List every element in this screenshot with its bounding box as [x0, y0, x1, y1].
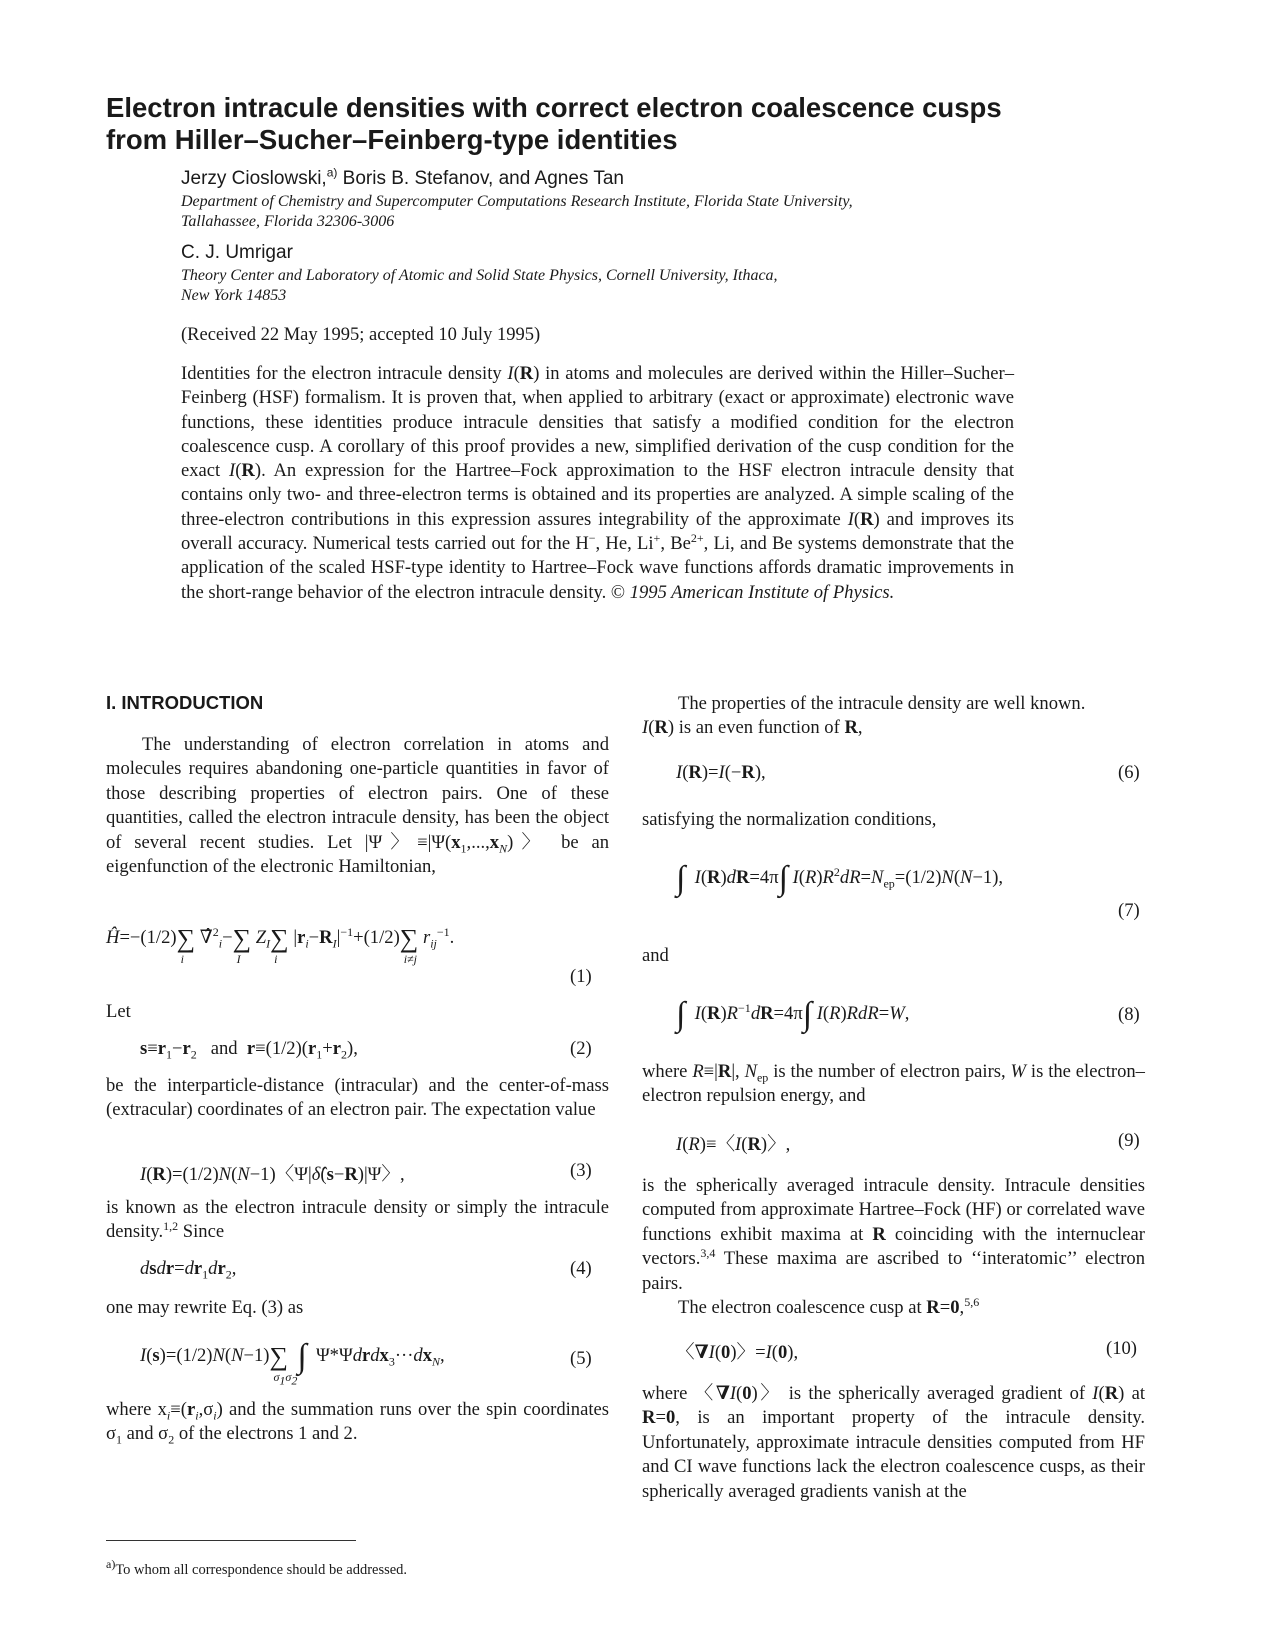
- intro-paragraph-1: The understanding of electron correlation in atoms and molecules requires abandoning one-particle quantities in favor of those describing properties of electron pairs. One of these quantities, called the electron intracule density, has been the object of several recent studies. Let |Ψ〉$\equiv|\Psi(x_1,...,x_N)$〉 be an eigenfunction of the electronic Hamiltonian,: [106, 734, 609, 878]
- paper-title: [106, 92, 1106, 156]
- and-text: and: [642, 945, 669, 966]
- right-paragraph-2: satisfying the normalization conditions,: [642, 809, 937, 830]
- equation-8-label: (8): [1118, 1004, 1140, 1025]
- equation-6-label: (6): [1118, 762, 1140, 783]
- equation-6: I(R)=I(−R),: [676, 762, 766, 783]
- intro-paragraph-4: one may rewrite Eq. (3) as: [106, 1297, 304, 1318]
- citation-1-2: 1,2: [163, 1219, 179, 1234]
- equation-4-label: (4): [570, 1258, 592, 1279]
- equation-10-label: (10): [1106, 1338, 1137, 1359]
- author-list-1: Jerzy Cioslowski,$^{a)}$ Boris B. Stefanov, and Agnes Tan: [181, 165, 624, 189]
- intro-paragraph-5: where $x_i\equiv(r_i,\sigma_i)$ and the summation runs over the spin coordinates $\sigma_1$ and $\sigma_2$ of the electrons 1 and 2.: [106, 1399, 609, 1448]
- equation-7: ∫ I(R)dR=4π∫ $I(R)R^2dR=N_{ep}=(1/2)N(N-1)$,: [676, 860, 1004, 897]
- equation-2-label: (2): [570, 1038, 592, 1059]
- equation-7-label: (7): [1118, 900, 1140, 921]
- equation-2: $s\equiv r_1-r_2$ and $r\equiv(1/2)(r_1+r_2)$,: [140, 1038, 358, 1062]
- equation-9: I(R)≡〈I(R)〉,: [676, 1134, 791, 1155]
- footnote: $^{a)}$To whom all correspondence should be addressed.: [106, 1557, 408, 1578]
- let-text: Let: [106, 1001, 131, 1022]
- affiliation-1: Department of Chemistry and Supercomputer Computations Research Institute, Florida State University, Tallahassee, Florida 32306-3006: [181, 193, 853, 230]
- equation-8: ∫ $I(R)R^{-1}dR=4\pi\int$ I(R)RdR=W,: [676, 996, 910, 1033]
- equation-3: I(R)=(1/2)N(N−1)〈Ψ|δ̂(s−R)|Ψ〉,: [140, 1164, 405, 1185]
- intro-paragraph-2: be the interparticle-distance (intracular) and the center-of-mass (extracular) coordinates of an electron pair. The expectation value: [106, 1075, 609, 1121]
- abstract: Identities for the electron intracule density I(R) in atoms and molecules are derived within the Hiller–Sucher–Feinberg (HSF) formalism. It is proven that, when applied to arbitrary (exact or approximate) electronic wave functions, these identities produce intracule densities that satisfy a modified condition for the electron coalescence cusp. A corollary of this proof provides a new, simplified derivation of the cusp condition for the exact I(R). An expression for the Hartree–Fock approximation to the HSF electron intracule density that contains only two- and three-electron terms is obtained and its properties are analyzed. A simple scaling of the three-electron contributions in this expression assures integrability of the approximate I(R) and improves its overall accuracy. Numerical tests carried out for the H−, He, Li+, $Be^{2+}$, Li, and Be systems demonstrate that the application of the scaled HSF-type identity to Hartree–Fock wave functions affords dramatic improvements in the short-range behavior of the electron intracule density. © 1995 American Institute of Physics.: [181, 363, 1015, 603]
- equation-10: 〈∇I(0)〉=I(0),: [676, 1342, 799, 1363]
- equation-5-label: (5): [570, 1348, 592, 1369]
- title-line-1: Electron intracule densities with correct electron coalescence cusps: [106, 92, 1002, 123]
- equation-9-label: (9): [1118, 1130, 1140, 1151]
- citation-5-6: 5,6: [964, 1294, 980, 1309]
- equation-1-label: (1): [570, 966, 592, 987]
- equation-4: $dsdr=dr_1dr_2$,: [140, 1258, 237, 1282]
- author-list-2: C. J. Umrigar: [181, 242, 293, 263]
- author-footnote-mark: a): [326, 165, 338, 180]
- equation-5: I(s)=(1/2)N(N−1)∑ $\sigma_1\sigma_2$ ∫ $\Psi*\Psi drdx_3\cdot\cdot\cdot dx_N$,: [140, 1338, 445, 1388]
- footnote-rule: [106, 1540, 356, 1541]
- affiliation-2: Theory Center and Laboratory of Atomic and Solid State Physics, Cornell University, Ithaca, New York 14853: [181, 267, 778, 304]
- citation-3-4: 3,4: [700, 1246, 716, 1261]
- equation-3-label: (3): [570, 1160, 592, 1181]
- right-paragraph-4: is the spherically averaged intracule density. Intracule densities computed from approximate Hartree–Fock (HF) or correlated wave functions exhibit maxima at R coinciding with the internuclear vectors.$^{3,4}$ These maxima are ascribed to ‘‘interatomic’’ electron pairs. The electron coalescence cusp at R=0,$^{5,6}$: [642, 1175, 1146, 1319]
- right-paragraph-3: where R≡|R|, $N_{ep}$ is the number of electron pairs, W is the electron–electron repulsion energy, and: [642, 1061, 1145, 1107]
- right-paragraph-5: where 〈∇I(0)〉 is the spherically averaged gradient of I(R) at R=0, is an important property of the intracule density. Unfortunately, approximate intracule densities computed from HF and CI wave functions lack the electron coalescence cusps, as their spherically averaged gradients vanish at the: [642, 1383, 1145, 1502]
- right-paragraph-1: The properties of the intracule density are well known. I(R) is an even function of R,: [642, 693, 1086, 739]
- intro-paragraph-3: is known as the electron intracule density or simply the intracule density.$^{1,2}$ Since: [106, 1197, 609, 1243]
- copyright-notice: 1995 American Institute of Physics.: [629, 581, 895, 603]
- received-dates: (Received 22 May 1995; accepted 10 July 1995): [181, 325, 541, 345]
- section-heading-introduction: I. INTRODUCTION: [106, 692, 264, 713]
- equation-1: Ĥ=−(1/2)∑ i ∇̂$^2_i$−∑ I $Z_I\sum$ i $|r_i-R_I|^{-1}+(1/2)\sum$ i≠j $r_{ij}^{-1}$.: [106, 924, 455, 966]
- title-line-2: from Hiller–Sucher–Feinberg-type identities: [106, 124, 678, 155]
